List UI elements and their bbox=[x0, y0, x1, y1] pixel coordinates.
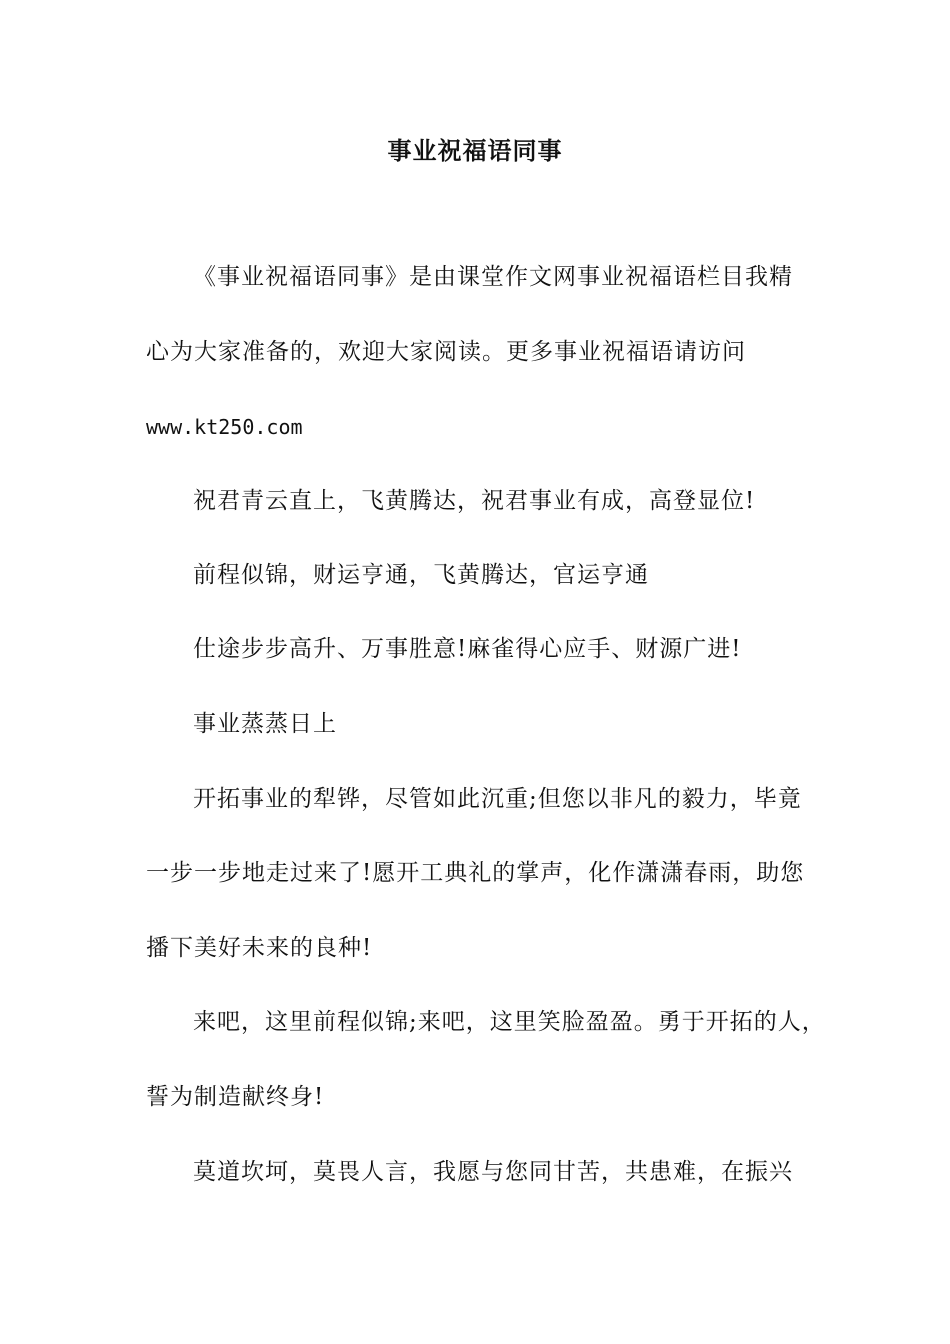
paragraph-line-url: www.kt250.com bbox=[146, 415, 303, 439]
paragraph-line: 播下美好未来的良种! bbox=[146, 935, 373, 961]
paragraph-line: 心为大家准备的，欢迎大家阅读。更多事业祝福语请访问 bbox=[146, 339, 746, 365]
paragraph-line: 祝君青云直上，飞黄腾达，祝君事业有成，高登显位! bbox=[193, 488, 756, 514]
paragraph-line: 莫道坎坷，莫畏人言，我愿与您同甘苦，共患难，在振兴 bbox=[193, 1159, 793, 1185]
paragraph-line: 开拓事业的犁铧，尽管如此沉重;但您以非凡的毅力，毕竟 bbox=[193, 786, 802, 812]
paragraph-line: 来吧，这里前程似锦;来吧，这里笑脸盈盈。勇于开拓的人， bbox=[193, 1009, 826, 1035]
paragraph-line: 仕途步步高升、万事胜意!麻雀得心应手、财源广进! bbox=[193, 636, 742, 662]
paragraph-line: 《事业祝福语同事》是由课堂作文网事业祝福语栏目我精 bbox=[193, 264, 793, 290]
paragraph-line: 一步一步地走过来了!愿开工典礼的掌声，化作潇潇春雨，助您 bbox=[146, 860, 805, 886]
paragraph-line: 事业蒸蒸日上 bbox=[193, 711, 337, 737]
paragraph-line: 誓为制造献终身! bbox=[146, 1084, 325, 1110]
paragraph-line: 前程似锦，财运亨通，飞黄腾达，官运亨通 bbox=[193, 562, 649, 588]
document-title: 事业祝福语同事 bbox=[387, 137, 563, 165]
